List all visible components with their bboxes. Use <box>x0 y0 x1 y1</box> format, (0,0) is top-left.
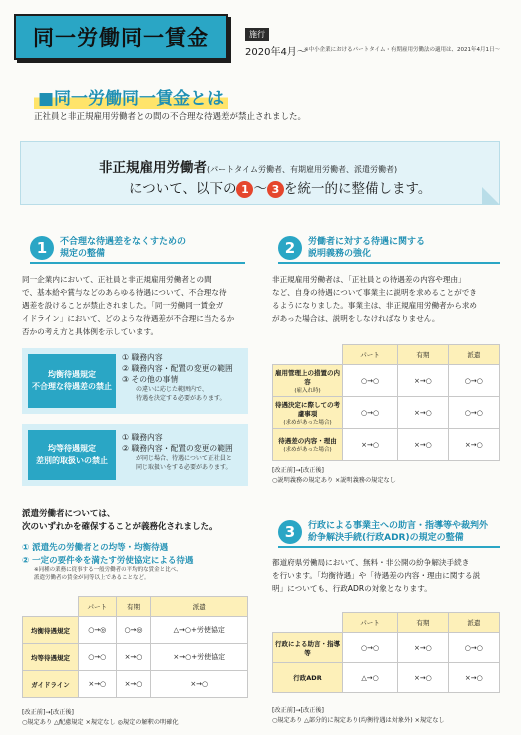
section2-heading-line2: 説明義務の強化 <box>308 249 372 259</box>
table-corner <box>273 345 343 365</box>
table-row <box>273 397 500 429</box>
section2-body-line: るようになりました。事業主は、非正規雇用労働者から求め <box>272 301 478 310</box>
balanced-item-1: ① 職務内容 <box>122 353 163 362</box>
table-row-label: 行政ADR <box>273 663 343 693</box>
banner-number-1: 1 <box>236 181 253 198</box>
section1-body-line: 否かの考え方と具体例を示しています。 <box>22 327 159 336</box>
section2-body <box>272 273 508 325</box>
equal-treatment-label <box>28 430 116 480</box>
explanation-legend-line2: ○説明義務の規定あり ×説明義務の規定なし <box>272 477 396 484</box>
banner-tilde: 〜 <box>253 181 267 197</box>
table-row-label <box>273 397 343 429</box>
equal-note-2: 同じ取扱いをする必要があります。 <box>136 464 232 471</box>
row-label-sub: (雇入れ時) <box>294 387 321 394</box>
banner-fold-corner <box>482 187 500 205</box>
row-label-sub: (求めがあった場合) <box>283 447 332 453</box>
equal-item-2: ② 職務内容・配置の変更の範囲 <box>122 444 233 453</box>
row-label-text: 待遇差の内容・理由 <box>278 437 337 445</box>
dispatch-heading-line2: 次のいずれかを確保することが義務化されました。 <box>22 522 218 532</box>
table-cell: ○→○ <box>79 644 117 671</box>
balanced-treatment-items <box>122 352 233 403</box>
header-title: 同一労働同一賃金 <box>33 26 209 50</box>
equal-label-line2: 差別的取扱いの禁止 <box>36 456 108 465</box>
table-row <box>273 429 500 461</box>
adr-legend <box>272 706 445 726</box>
table-cell: ○→○ <box>343 397 398 429</box>
row-label-text: 待遇決定に際しての考慮事項 <box>275 400 340 418</box>
table-cell: ○→◎ <box>79 617 117 644</box>
table-cell: ×→○ <box>116 671 151 698</box>
banner-target-detail: (パートタイム労働者、有期雇用労働者、派遣労働者) <box>207 165 398 174</box>
table-corner <box>23 597 79 617</box>
table-cell: ×→○ <box>343 429 398 461</box>
dispatch-table <box>22 596 248 698</box>
balanced-item-2: ② 職務内容・配置の変更の範囲 <box>122 364 233 373</box>
section1-body-line: 同一企業内において、正社員と非正規雇用労働者との間 <box>22 275 212 284</box>
enact-label: 施行 <box>245 28 269 41</box>
section1-body <box>22 273 254 338</box>
section2-body-line: など、自身の待遇について事業主に説明を求めることができ <box>272 288 477 297</box>
equal-label-line1: 均等待遇規定 <box>48 444 96 453</box>
table-row-label: 均等待遇規定 <box>23 644 79 671</box>
dispatch-heading-line1: 派遣労働者については、 <box>22 509 116 519</box>
table-cell: ○→○ <box>343 633 398 663</box>
dispatch-option-2: ② 一定の要件※を満たす労使協定による待遇 <box>22 556 194 566</box>
header-title-box <box>14 14 228 60</box>
adr-table <box>272 612 500 693</box>
table-cell: ×→○ <box>448 663 499 693</box>
section1-heading-line2: 規定の整備 <box>60 249 106 259</box>
table-row-label <box>273 429 343 461</box>
table-cell: ○→◎ <box>116 617 151 644</box>
table-header-row <box>273 345 500 365</box>
balanced-treatment-box <box>22 348 248 414</box>
table-cell: ○→○ <box>343 365 398 397</box>
table-col-header: 派遣 <box>448 345 499 365</box>
section3-underline <box>278 546 500 548</box>
row-label-sub: (求めがあった場合) <box>283 419 332 426</box>
table-cell: ×→○ <box>398 429 449 461</box>
section1-number: 1 <box>30 236 54 260</box>
banner-line2-pre: について、以下の <box>129 181 237 197</box>
banner-target: 非正規雇用労働者 <box>99 160 207 176</box>
balanced-treatment-label <box>28 354 116 408</box>
dispatch-legend-line2: ○規定あり △配慮規定 ×規定なし ◎規定の解釈の明確化 <box>22 719 179 726</box>
table-col-header: パート <box>343 613 398 633</box>
table-row-label: 行政による助言・指導等 <box>273 633 343 663</box>
section2-body-line: 非正規雇用労働者は、「正社員との待遇差の内容や理由」 <box>272 275 466 284</box>
section3-body-line: 都道府県労働局において、無料・非公開の紛争解決手続き <box>272 558 470 567</box>
table-col-header: 派遣 <box>151 597 248 617</box>
table-col-header: パート <box>343 345 398 365</box>
intro-title: ■同一労働同一賃金とは <box>34 84 228 109</box>
equal-treatment-box <box>22 424 248 486</box>
section3-heading-line2: 紛争解決手続(行政ADR)の規定の整備 <box>308 533 464 543</box>
table-cell: ○→○ <box>448 397 499 429</box>
table-cell: △→○ <box>343 663 398 693</box>
table-col-header: 有期 <box>398 613 449 633</box>
section1-heading-line1: 不合理な待遇差をなくすための <box>60 237 187 247</box>
table-cell: ×→○ <box>398 397 449 429</box>
banner-number-3: 3 <box>267 181 284 198</box>
section2-heading <box>308 236 425 260</box>
table-corner <box>273 613 343 633</box>
table-cell: ×→○ <box>448 429 499 461</box>
adr-legend-line2: ○規定あり △部分的に規定あり(均衡待遇は対象外) ×規定なし <box>272 717 445 724</box>
table-row <box>273 365 500 397</box>
intro-subtitle: 正社員と非正規雇用労働者との間の不合理な待遇差が禁止されました。 <box>34 112 307 122</box>
table-col-header: 有期 <box>116 597 151 617</box>
section3-body-line: を行います。「均衡待遇」や「待遇差の内容・理由に関する説 <box>272 571 481 580</box>
dispatch-footnote-line2: 派遣労働者の賃金が同等以上であることなど。 <box>34 575 150 581</box>
table-row <box>23 671 248 698</box>
section1-body-line: で、基本給や賞与などのあらゆる待遇について、不合理な待 <box>22 288 227 297</box>
table-row-label: ガイドライン <box>23 671 79 698</box>
explanation-legend-line1: [改正前]→[改正後] <box>272 467 324 474</box>
table-col-header: パート <box>79 597 117 617</box>
balanced-note-2: 待遇を決定する必要があります。 <box>136 395 226 402</box>
table-cell: ×→○+労使協定 <box>151 644 248 671</box>
section2-heading-line1: 労働者に対する待遇に関する <box>308 237 426 247</box>
balanced-label-line2: 不合理な待遇差の禁止 <box>32 382 112 391</box>
section3-body-line: 明」についても、行政ADRの対象となります。 <box>272 584 432 593</box>
table-cell: ×→○ <box>398 365 449 397</box>
table-col-header: 派遣 <box>448 613 499 633</box>
section3-body <box>272 556 508 595</box>
equal-treatment-items <box>122 432 233 472</box>
enact-date: 2020年4月〜 <box>245 47 307 58</box>
dispatch-option-1: ① 派遣先の労働者との均等・均衡待遇 <box>22 543 169 553</box>
table-cell: ○→○ <box>448 365 499 397</box>
table-cell: ×→○ <box>116 644 151 671</box>
section3-number: 3 <box>278 520 302 544</box>
table-header-row <box>23 597 248 617</box>
equal-item-1: ① 職務内容 <box>122 433 163 442</box>
enact-note: ※中小企業におけるパートタイム・有期雇用労働法の適用は、2021年4月1日〜 <box>304 47 500 53</box>
dispatch-footnote <box>34 566 182 582</box>
table-cell: ×→○ <box>398 663 449 693</box>
section1-heading <box>60 236 186 260</box>
dispatch-legend-line1: [改正前]→[改正後] <box>22 709 74 716</box>
section1-underline <box>30 262 245 264</box>
adr-legend-line1: [改正前]→[改正後] <box>272 707 324 714</box>
dispatch-heading <box>22 508 218 534</box>
table-row <box>23 617 248 644</box>
section2-body-line: があった場合は、説明をしなければなりません。 <box>272 314 440 323</box>
summary-banner <box>20 141 500 205</box>
table-header-row <box>273 613 500 633</box>
banner-line2-post: を統一的に整備します。 <box>283 181 432 197</box>
balanced-label-line1: 均衡待遇規定 <box>48 370 96 379</box>
table-col-header: 有期 <box>398 345 449 365</box>
table-cell: △→○+労使協定 <box>151 617 248 644</box>
banner-line2 <box>129 177 431 198</box>
table-row <box>273 633 500 663</box>
balanced-note-1: の違いに応じた範囲内で、 <box>136 386 208 393</box>
table-cell: ×→○ <box>151 671 248 698</box>
section3-heading <box>308 520 488 544</box>
row-label-text: 雇用管理上の措置の内容 <box>275 368 340 386</box>
table-cell: ○→○ <box>448 633 499 663</box>
table-row <box>23 644 248 671</box>
table-row-label <box>273 365 343 397</box>
section1-body-line: 遇差を設けることが禁止されました。「同一労働同一賃金ガ <box>22 301 224 310</box>
explanation-legend <box>272 466 396 486</box>
explanation-duty-table <box>272 344 500 461</box>
banner-line1 <box>99 156 397 176</box>
section2-underline <box>278 262 500 264</box>
dispatch-legend <box>22 708 179 728</box>
section1-body-line: イドライン」において、どのような待遇差が不合理に当たるか <box>22 314 235 323</box>
equal-note-1: が同じ場合、待遇について正社員と <box>136 455 232 462</box>
dispatch-footnote-line1: ※同種の業務に従事する一般労働者の平均的な賃金と比べ、 <box>34 567 182 573</box>
table-cell: ×→○ <box>79 671 117 698</box>
table-row-label: 均衡待遇規定 <box>23 617 79 644</box>
table-row <box>273 663 500 693</box>
section2-number: 2 <box>278 236 302 260</box>
table-cell: ×→○ <box>398 633 449 663</box>
section3-heading-line1: 行政による事業主への助言・指導等や裁判外 <box>308 521 489 531</box>
balanced-item-3: ③ その他の事情 <box>122 375 179 384</box>
